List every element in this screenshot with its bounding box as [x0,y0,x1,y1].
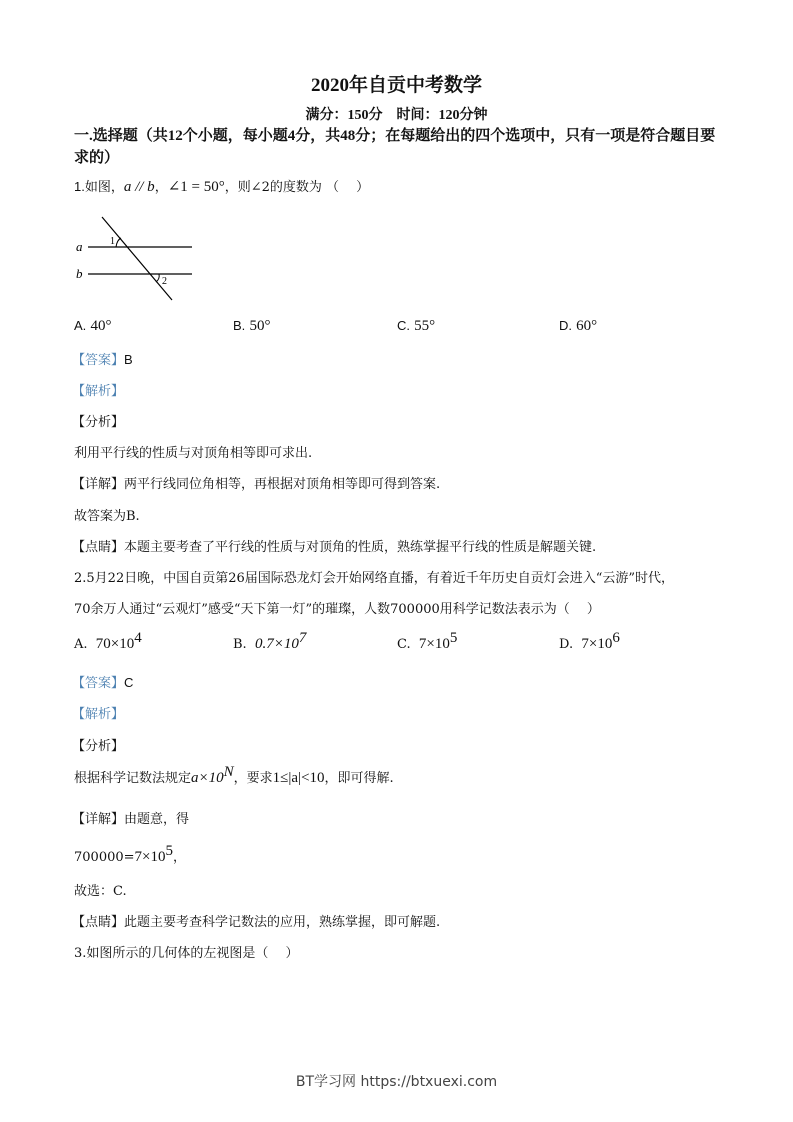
q2-detail: 【详解】由题意，得 [72,812,190,827]
exam-meta: 满分：150分 时间：120分钟 [305,108,488,123]
q1-conclusion: 故答案为B. [74,509,140,524]
q1-option-b[interactable]: B. 50° [233,318,271,334]
q2-option-c[interactable]: C. $7\times 10^5$ [397,630,458,652]
q2-stem-line2: 70余万人通过“云观灯”感受“天下第一灯”的璀璨，人数700000用科学记数法表示为（ ） [74,602,600,617]
q2-analysis-label: 【解析】 [72,707,125,722]
q1-answer: 【答案】B [72,352,133,368]
parallel-lines-figure [70,205,200,305]
page-title: 2020年自贡中考数学 [310,75,482,96]
q2-calc: $700000=7\times 10^5$， [74,843,187,865]
q1-option-a[interactable]: A. 40° [74,318,112,334]
q3-stem: 3.如图所示的几何体的左视图是（ ） [74,946,299,961]
q1-fenxi-label: 【分析】 [72,415,125,430]
q1-detail: 【详解】两平行线同位角相等，再根据对顶角相等即可得到答案. [72,477,441,492]
q1-option-c[interactable]: C. 55° [397,318,436,334]
q2-stem-line1: 2.5月22日晚，中国自贡第26届国际恐龙灯会开始网络直播，有着近千年历史自贡灯会进入“云游”时代， [74,571,675,586]
q2-option-b[interactable]: B. $0.7\times 10^7$ [233,630,307,652]
q2-option-d[interactable]: D. $7\times 10^6$ [559,630,620,652]
q1-fenxi-text: 利用平行线的性质与对顶角相等即可求出. [74,446,313,461]
q1-stem: 1.如图，a // b，∠1 = 50°，则∠2的度数为 （ ） [74,179,370,195]
q2-fenxi-text: 根据科学记数法规定$a\times 10^N$，要求1≤|a|<10，即可得解. [74,764,394,786]
q2-option-a[interactable]: A. $70\times 10^4$ [74,630,142,652]
label-a: a [76,239,83,254]
q1-parallel: a // b [123,179,155,195]
q1-option-d[interactable]: D. 60° [559,318,598,334]
q1-analysis-label: 【解析】 [72,384,125,399]
q2-fenxi-label: 【分析】 [72,739,125,754]
label-angle2: 2 [162,276,167,287]
q2-answer: 【答案】C [72,675,134,691]
label-angle1: 1 [110,236,115,247]
section-heading: 一.选择题（共12个小题，每小题4分，共48分；在每题给出的四个选项中，只有一项是符合题目要求的） [74,128,716,166]
q2-comment: 【点睛】此题主要考查科学记数法的应用，熟练掌握，即可解题. [72,915,441,930]
q1-angle: ∠1 = 50° [167,179,225,195]
q2-conclusion: 故选：C. [74,884,127,899]
label-b: b [76,266,83,281]
footer-watermark: BT学习网 https://btxuexi.com [295,1074,498,1090]
transversal [102,217,172,300]
q1-comment: 【点睛】本题主要考查了平行线的性质与对顶角的性质，熟练掌握平行线的性质是解题关键. [72,540,597,555]
